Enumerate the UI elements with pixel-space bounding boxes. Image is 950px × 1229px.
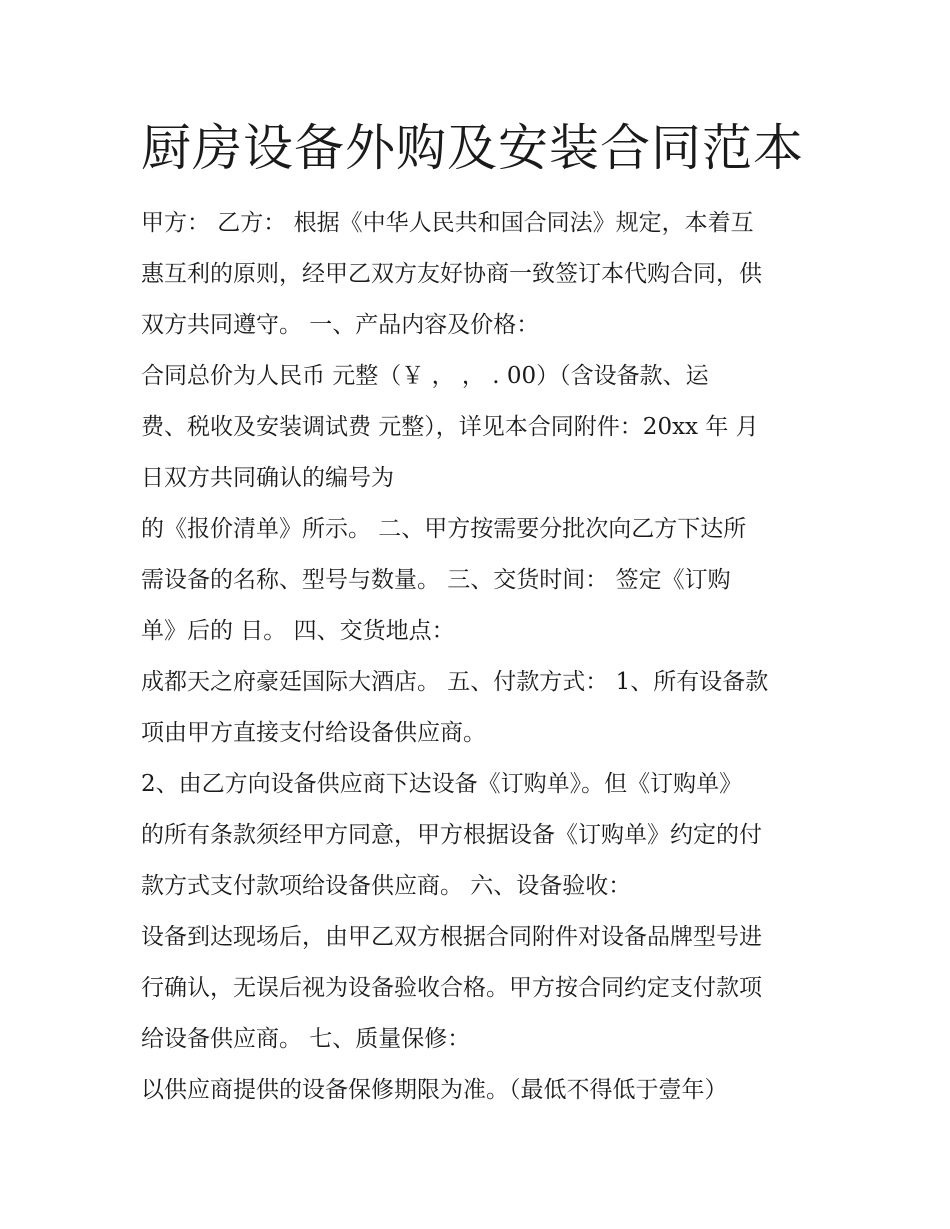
body-line: 项由甲方直接支付给设备供应商。 [141,720,486,746]
body-line: 的《报价清单》所示。 二、甲方按需要分批次向乙方下达所 [141,516,747,542]
body-line: 惠互利的原则，经甲乙双方友好协商一致签订本代购合同，供 [141,261,762,287]
body-line: 双方共同遵守。 一、产品内容及价格： [141,312,540,338]
body-line: 甲方： 乙方： 根据《中华人民共和国合同法》规定，本着互 [141,210,754,236]
body-line: 行确认，无误后视为设备验收合格。甲方按合同约定支付款项 [141,975,762,1001]
body-line: 合同总价为人民币 元整（￥ ， ， . 00）（含设备款、运 [141,363,709,389]
body-line: 款方式支付款项给设备供应商。 六、设备验收： [141,873,632,899]
body-line: 给设备供应商。 七、质量保修： [141,1026,471,1052]
document-title: 厨房设备外购及安装合同范本 [141,119,804,177]
body-line: 费、税收及安装调试费 元整），详见本合同附件：20xx 年 月 [141,414,759,440]
body-line: 日双方共同确认的编号为 [141,465,394,491]
body-line: 设备到达现场后，由甲乙双方根据合同附件对设备品牌型号进 [141,924,762,950]
body-line: 的所有条款须经甲方同意，甲方根据设备《订购单》约定的付 [141,822,762,848]
body-line: 2、由乙方向设备供应商下达设备《订购单》。但《订购单》 [141,771,743,797]
body-line: 成都天之府豪廷国际大酒店。 五、付款方式： 1、所有设备款 [141,669,769,695]
document-body [141,198,831,1116]
body-line: 以供应商提供的设备保修期限为准。（最低不得低于壹年） [141,1077,728,1103]
body-line: 单》后的 日。 四、交货地点： [141,618,455,644]
body-line: 需设备的名称、型号与数量。 三、交货时间： 签定《订购 [141,567,731,593]
